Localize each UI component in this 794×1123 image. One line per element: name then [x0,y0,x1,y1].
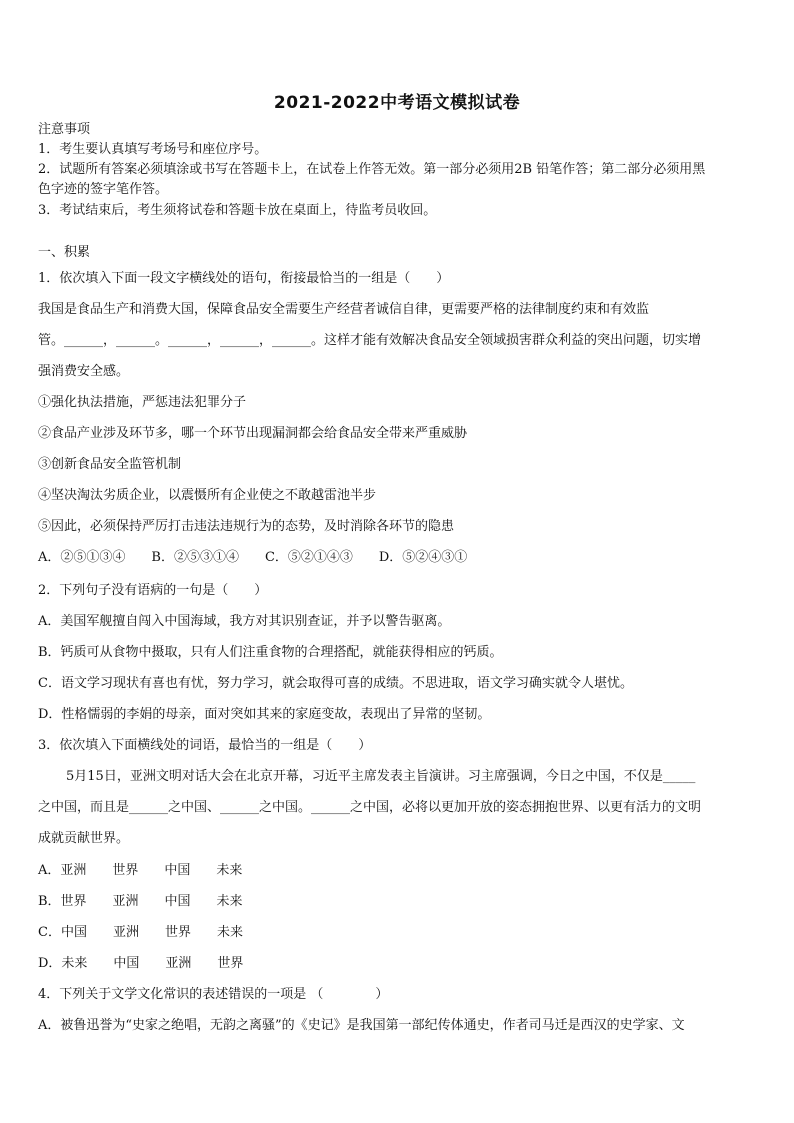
question-2-option-a: A．美国军舰擅自闯入中国海域，我方对其识别查证，并予以警告驱离。 [38,614,451,629]
question-3-stem: 3．依次填入下面横线处的词语，最恰当的一组是（ ） [38,738,372,753]
question-3-option-a: A．亚洲 世界 中国 未来 [38,863,243,878]
notice-item: 3．考试结束后，考生须将试卷和答题卡放在桌面上，待监考员收回。 [38,203,437,218]
question-2-option-d: D．性格懦弱的李娟的母亲，面对突如其来的家庭变故，表现出了异常的坚韧。 [38,707,491,722]
question-4-stem: 4．下列关于文学文化常识的表述错误的一项是 （ ） [38,987,389,1002]
notice-item: 色字迹的签字笔作答。 [38,182,169,197]
question-1-passage: 我国是食品生产和消费大国，保障食品安全需要生产经营者诚信自律，更需要严格的法律制度约束和有效监 [38,302,650,317]
question-1-item: ③创新食品安全监管机制 [38,457,182,472]
question-3-option-d: D．未来 中国 亚洲 世界 [38,956,244,971]
question-3-passage: 5月15日，亚洲文明对话大会在北京开幕，习近平主席发表主旨演讲。习主席强调，今日之中国，不仅是_____ [66,769,696,784]
question-1-item: ⑤因此，必须保持严厉打击违法违规行为的态势，及时消除各环节的隐患 [38,519,455,534]
question-1-item: ②食品产业涉及环节多，哪一个环节出现漏洞都会给食品安全带来严重威胁 [38,426,468,441]
page-title: 2021-2022中考语文模拟试卷 [273,93,521,113]
notice-item: 2．试题所有答案必须填涂或书写在答题卡上，在试卷上作答无效。第一部分必须用2B 铅笔作答；第二部分必须用黑 [38,162,706,177]
question-1-passage: 强消费安全感。 [38,364,130,379]
notice-item: 1．考生要认真填写考场号和座位序号。 [38,142,268,157]
question-3-passage: 成就贡献世界。 [38,831,130,846]
question-1-item: ④坚决淘汰劣质企业，以震慑所有企业使之不敢越雷池半步 [38,488,377,503]
question-3-passage: 之中国，而且是______之中国、______之中国。______之中国，必将以更加开放的姿态拥抱世界、以更有活力的文明 [38,800,702,815]
question-3-option-c: C．中国 亚洲 世界 未来 [38,925,243,940]
question-3-option-b: B．世界 亚洲 中国 未来 [38,894,243,909]
section-heading: 一、积累 [38,245,91,260]
question-2-stem: 2．下列句子没有语病的一句是（ ） [38,583,268,598]
notice-heading: 注意事项 [38,122,91,137]
question-1-passage: 管。______，______。______，______，______。这样才能有效解决食品安全领域损害群众利益的突出问题，切实增 [38,333,702,348]
question-1-item: ①强化执法措施，严惩违法犯罪分子 [38,395,247,410]
question-2-option-c: C．语文学习现状有喜也有忧，努力学习，就会取得可喜的成绩。不思进取，语文学习确实就令人堪忧。 [38,676,633,691]
question-1-options: A．②⑤①③④ B．②⑤③①④ C．⑤②①④③ D．⑤②④③① [38,550,468,565]
question-1-stem: 1．依次填入下面一段文字横线处的语句，衔接最恰当的一组是（ ） [38,271,450,286]
question-4-option-a: A．被鲁迅誉为“史家之绝唱，无韵之离骚”的《史记》是我国第一部纪传体通史，作者司马迁是西汉的史学家、文 [38,1018,685,1033]
question-2-option-b: B．钙质可从食物中摄取，只有人们注重食物的合理搭配，就能获得相应的钙质。 [38,645,503,660]
